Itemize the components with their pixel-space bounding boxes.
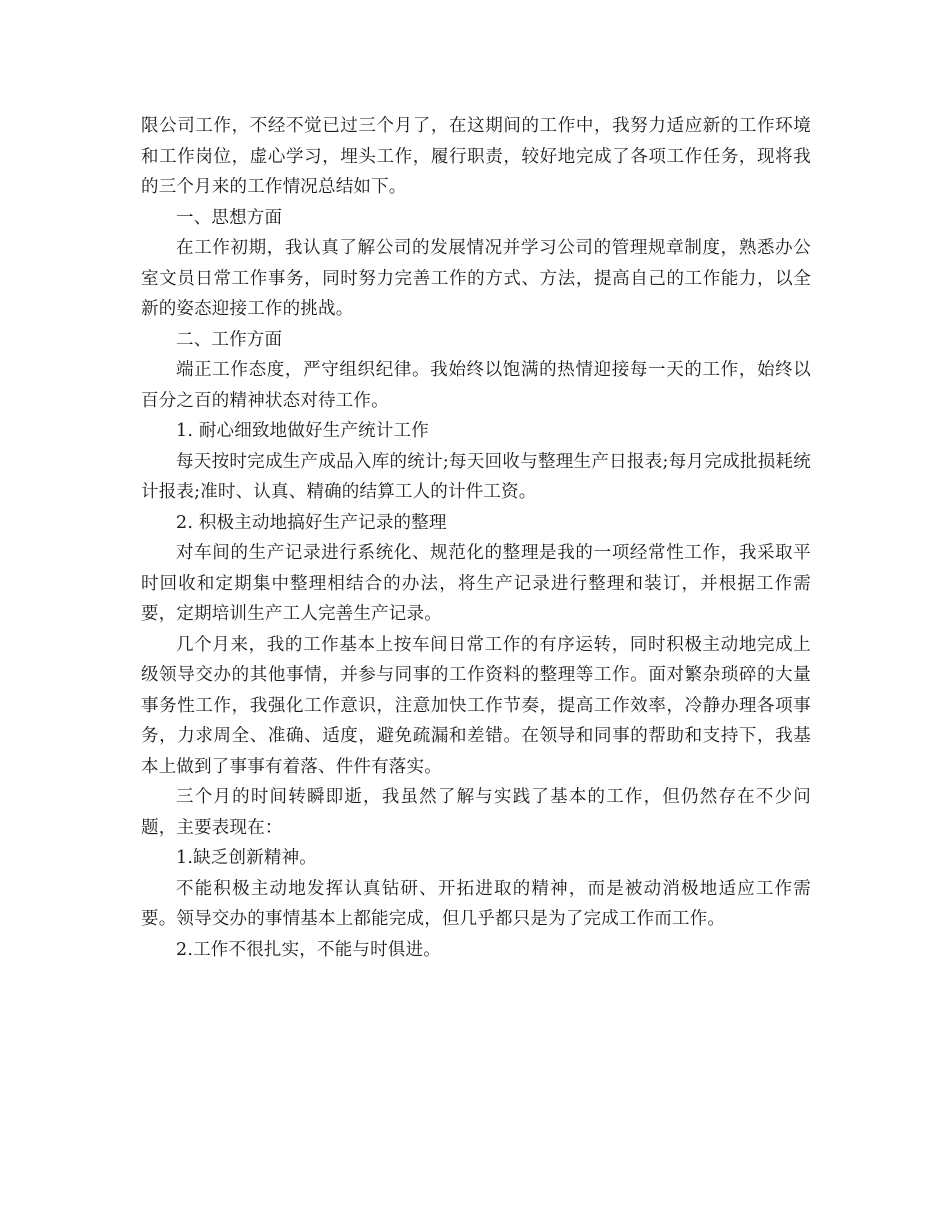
paragraph: 几个月来，我的工作基本上按车间日常工作的有序运转，同时积极主动地完成上级领导交办的其他事情，并参与同事的工作资料的整理等工作。面对繁杂琐碎的大量事务性工作，我强化工作意识，注意加快工作节奏，提高工作效率，冷静办理各项事务，力求周全、准确、适度，避免疏漏和差错。在领导和同事的帮助和支持下，我基本上做到了事事有着落、件件有落实。 [141,634,811,777]
paragraph: 不能积极主动地发挥认真钻研、开拓进取的精神，而是被动消极地适应工作需要。领导交办的事情基本上都能完成，但几乎都只是为了完成工作而工作。 [141,878,811,929]
subheading-diligence: 2.工作不很扎实，不能与时俱进。 [176,939,441,960]
section-heading-thinking: 一、思想方面 [176,207,283,228]
paragraph: 限公司工作，不经不觉已过三个月了，在这期间的工作中，我努力适应新的工作环境和工作岗位，虚心学习，埋头工作，履行职责，较好地完成了各项工作任务，现将我的三个月来的工作情况总结如下。 [141,116,811,197]
paragraph: 对车间的生产记录进行系统化、规范化的整理是我的一项经常性工作，我采取平时回收和定期集中整理相结合的办法，将生产记录进行整理和装订，并根据工作需要，定期培训生产工人完善生产记录。 [141,543,811,624]
subheading-statistics: 1. 耐心细致地做好生产统计工作 [176,421,429,441]
paragraph: 三个月的时间转瞬即逝，我虽然了解与实践了基本的工作，但仍然存在不少问题，主要表现在： [141,787,811,838]
paragraph: 在工作初期，我认真了解公司的发展情况并学习公司的管理规章制度，熟悉办公室文员日常工作事务，同时努力完善工作的方式、方法，提高自己的工作能力，以全新的姿态迎接工作的挑战。 [141,238,811,319]
document-body [141,111,811,965]
section-heading-work: 二、工作方面 [176,329,283,350]
paragraph: 每天按时完成生产成品入库的统计;每天回收与整理生产日报表;每月完成批损耗统计报表;准时、认真、精确的结算工人的计件工资。 [141,451,811,502]
paragraph: 端正工作态度，严守组织纪律。我始终以饱满的热情迎接每一天的工作，始终以百分之百的精神状态对待工作。 [141,360,811,411]
subheading-records: 2. 积极主动地搞好生产记录的整理 [176,512,447,533]
subheading-innovation: 1.缺乏创新精神。 [176,848,317,868]
